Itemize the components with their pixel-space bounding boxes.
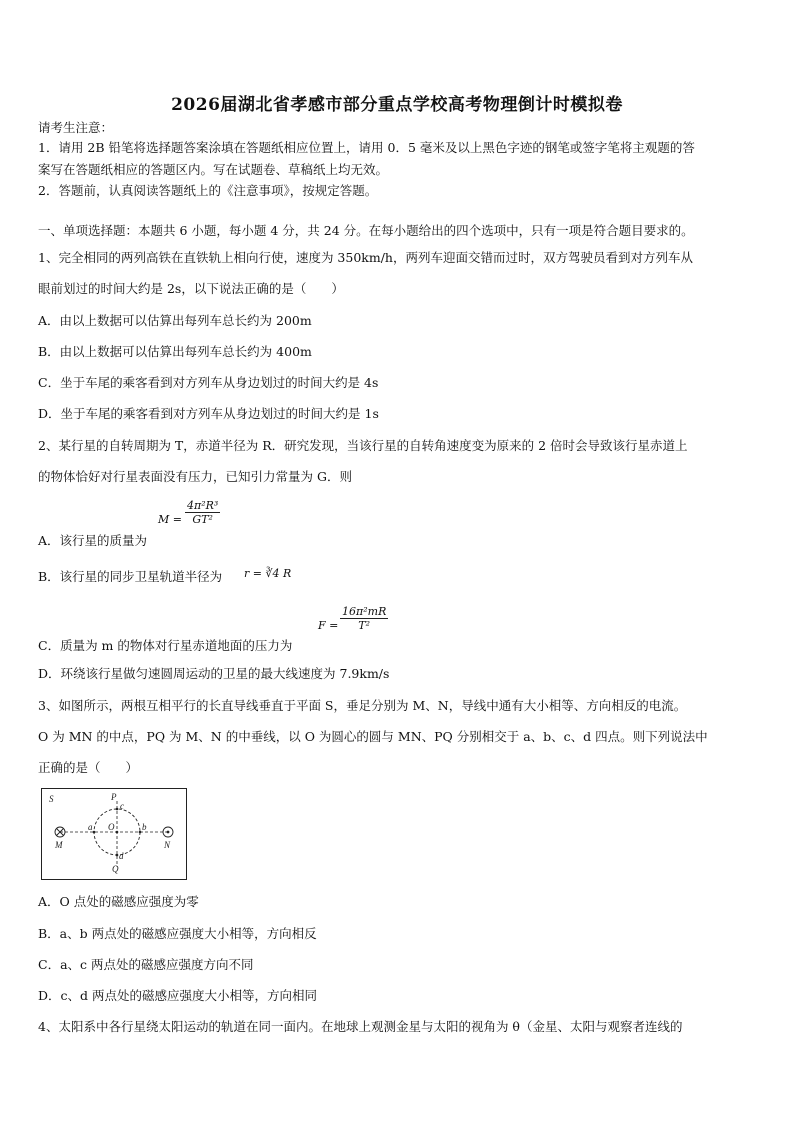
point-b [139,831,142,834]
q3-option-b: B．a、b 两点处的磁感应强度大小相等，方向相反 [38,926,317,941]
q3-stem-line-2: O 为 MN 的中点，PQ 为 M、N 的中垂线，以 O 为圆心的圆与 MN、PQ 分别相交于 a、b、c、d 四点。则下列说法中 [38,729,708,744]
wire-m-into-page-icon [55,827,65,837]
q2-stem-line-2: 的物体恰好对行星表面没有压力，已知引力常量为 G．则 [38,469,352,484]
q2-a-numerator: 4π²R³ [187,499,219,512]
page-title: 2026届湖北省孝感市部分重点学校高考物理倒计时模拟卷 [171,95,623,115]
q2-c-denominator: T² [358,619,371,632]
label-b: b [142,822,147,832]
q1-option-b: B．由以上数据可以估算出每列车总长约为 400m [38,344,312,359]
q4-stem-line-1: 4、太阳系中各行星绕太阳运动的轨道在同一面内。在地球上观测金星与太阳的视角为 θ（金星、太阳与观察者连线的 [38,1019,683,1034]
q2-a-fraction [185,499,220,526]
section-1-heading: 一、单项选择题：本题共 6 小题，每小题 4 分，共 24 分。在每小题给出的四个选项中，只有一项是符合题目要求的。 [38,223,694,238]
label-a: a [88,822,93,832]
q2-c-fraction [340,605,388,632]
label-d: d [119,851,124,861]
point-d [116,854,119,857]
q3-stem-line-1: 3、如图所示，两根互相平行的长直导线垂直于平面 S，垂足分别为 M、N，导线中通有大小相等、方向相反的电流。 [38,698,687,713]
q2-option-c: C．质量为 m 的物体对行星赤道地面的压力为 [38,638,293,653]
q3-figure [41,788,187,880]
label-m: M [55,840,63,850]
q2-stem-line-1: 2、某行星的自转周期为 T，赤道半径为 R．研究发现，当该行星的自转角速度变为原来的 2 倍时会导致该行星赤道上 [38,438,688,453]
q2-b-formula: r = ∛4 R [244,567,292,580]
q2-c-formula-lhs: F = [318,619,339,632]
q3-figure-diagram [42,789,186,879]
q1-stem-line-1: 1、完全相同的两列高铁在直铁轨上相向行使，速度为 350km/h，两列车迎面交错而过时，双方驾驶员看到对方列车从 [38,250,693,265]
point-o [116,831,119,834]
q2-option-a: A．该行星的质量为 [38,533,148,548]
q1-option-c: C．坐于车尾的乘客看到对方列车从身边划过的时间大约是 4s [38,375,379,390]
label-p: P [111,792,117,802]
notice-item-1-line-1: 1．请用 2B 铅笔将选择题答案涂填在答题纸相应位置上，请用 0．5 毫米及以上黑色字迹的钢笔或签字笔将主观题的答 [38,140,695,155]
label-c: c [120,801,124,811]
q3-option-a: A．O 点处的磁感应强度为零 [38,894,199,909]
q1-option-d: D．坐于车尾的乘客看到对方列车从身边划过的时间大约是 1s [38,406,379,421]
label-q: Q [112,864,119,874]
wire-n-out-of-page-icon [163,827,173,837]
q1-stem-line-2: 眼前划过的时间大约是 2s，以下说法正确的是（ ） [38,281,344,296]
q3-stem-line-3: 正确的是（ ） [38,760,139,775]
q1-option-a: A．由以上数据可以估算出每列车总长约为 200m [38,313,312,328]
q2-a-denominator: GT² [192,513,213,526]
label-o: O [108,822,115,832]
label-s: S [49,794,54,804]
q3-option-c: C．a、c 两点处的磁感应强度方向不同 [38,957,254,972]
q2-c-numerator: 16π²mR [342,605,387,618]
label-n: N [164,840,171,850]
point-c [116,808,119,811]
notice-item-2: 2．答题前，认真阅读答题纸上的《注意事项》，按规定答题。 [38,183,378,198]
point-a [93,831,96,834]
q2-a-formula-lhs: M = [158,513,182,526]
q2-option-b: B．该行星的同步卫星轨道半径为 [38,569,223,584]
notice-item-1-line-2: 案写在答题纸相应的答题区内。写在试题卷、草稿纸上均无效。 [38,162,389,177]
q3-option-d: D．c、d 两点处的磁感应强度大小相等，方向相同 [38,988,317,1003]
q2-option-d: D．环绕该行星做匀速圆周运动的卫星的最大线速度为 7.9km/s [38,666,390,681]
notice-heading: 请考生注意： [38,120,114,135]
